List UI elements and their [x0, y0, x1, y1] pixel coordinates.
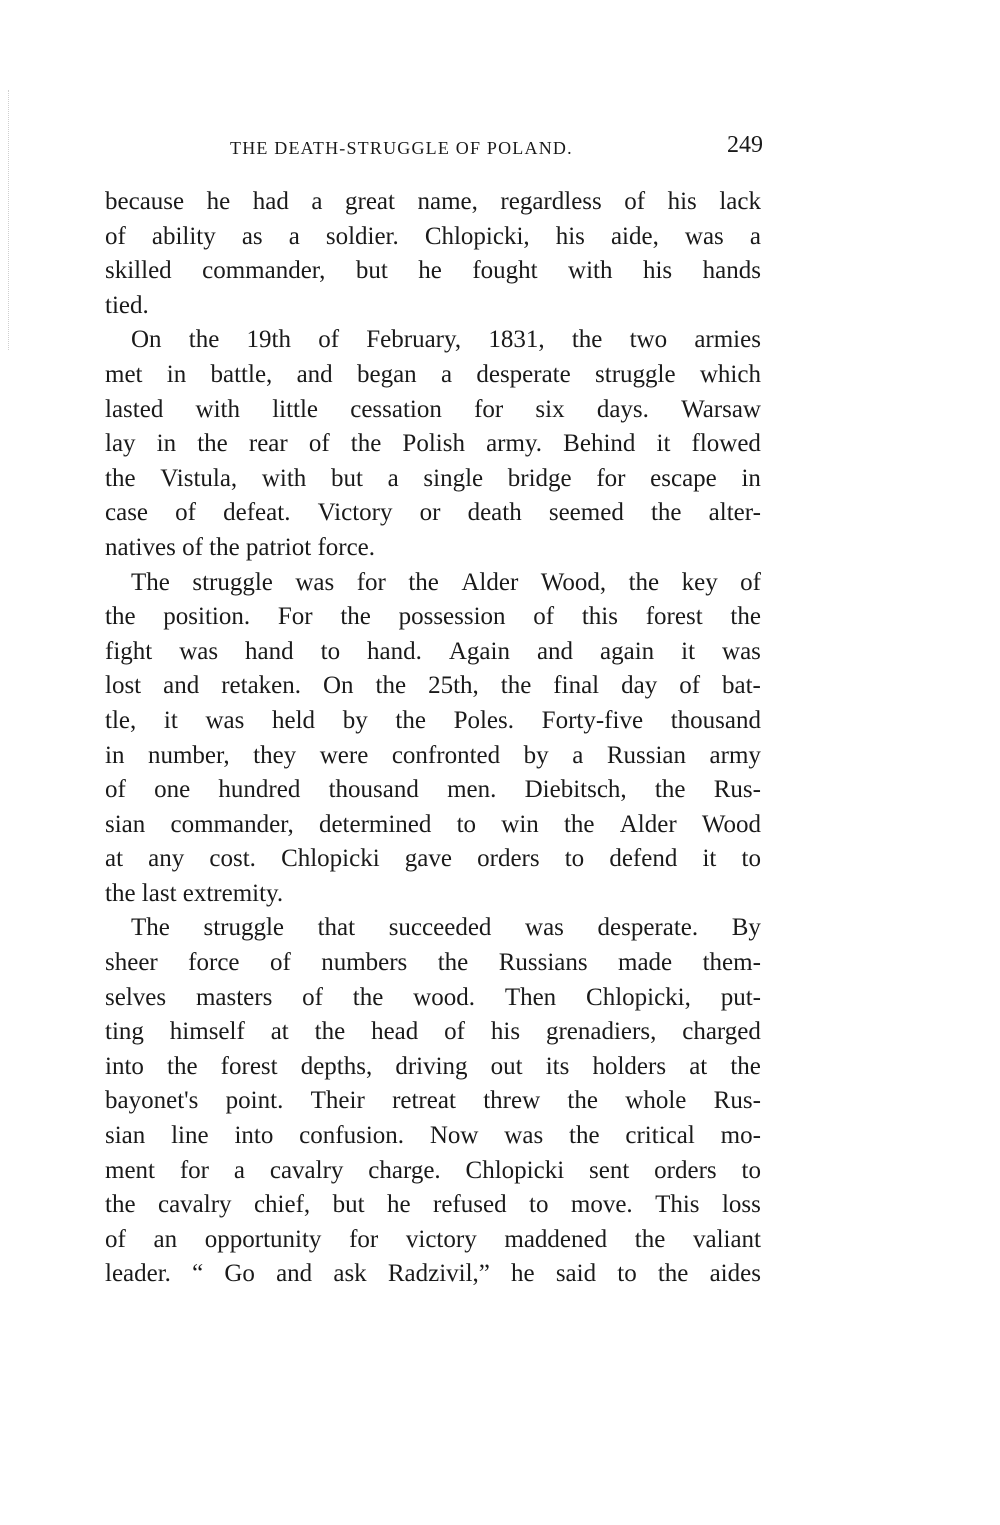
text-line: the position. For the possession of this forest the	[105, 603, 761, 631]
text-line: of ability as a soldier. Chlopicki, his aide, was a	[105, 222, 761, 250]
text-line: selves masters of the wood. Then Chlopicki, put-	[105, 983, 761, 1011]
text-line: leader. “ Go and ask Radzivil,” he said to the aides	[105, 1260, 761, 1288]
text-line: into the forest depths, driving out its holders at the	[105, 1052, 761, 1080]
text-line: ment for a cavalry charge. Chlopicki sent orders to	[105, 1156, 761, 1184]
text-line: the Vistula, with but a single bridge for escape in	[105, 464, 761, 492]
text-line: The struggle was for the Alder Wood, the key of	[131, 568, 761, 596]
running-title: THE DEATH-STRUGGLE OF POLAND.	[230, 138, 573, 158]
text-line: tied.	[105, 291, 149, 319]
text-line: of an opportunity for victory maddened the valiant	[105, 1225, 761, 1253]
page-number: 249	[727, 132, 763, 158]
text-line: The struggle that succeeded was desperate. By	[131, 914, 761, 942]
text-line: sheer force of numbers the Russians made them-	[105, 949, 761, 977]
text-line: sian commander, determined to win the Alder Wood	[105, 810, 761, 838]
text-line: in number, they were confronted by a Russian army	[105, 741, 761, 769]
text-line: at any cost. Chlopicki gave orders to defend it to	[105, 845, 761, 873]
text-line: lost and retaken. On the 25th, the final day of bat-	[105, 672, 761, 700]
text-line: lay in the rear of the Polish army. Behind it flowed	[105, 430, 761, 458]
text-line: tle, it was held by the Poles. Forty-five thousand	[105, 706, 761, 734]
text-line: bayonet's point. Their retreat threw the whole Rus-	[105, 1087, 761, 1115]
body-text	[105, 185, 761, 1292]
text-line: case of defeat. Victory or death seemed the alter-	[105, 499, 761, 527]
text-line: ting himself at the head of his grenadiers, charged	[105, 1018, 761, 1046]
text-line: the last extremity.	[105, 879, 284, 907]
text-line: skilled commander, but he fought with his hands	[105, 257, 761, 285]
text-line: met in battle, and began a desperate struggle which	[105, 360, 761, 388]
text-line: fight was hand to hand. Again and again it was	[105, 637, 761, 665]
scan-edge-marks	[8, 90, 13, 350]
text-line: sian line into confusion. Now was the critical mo-	[105, 1122, 761, 1150]
text-line: lasted with little cessation for six days. Warsaw	[105, 395, 761, 423]
text-line: On the 19th of February, 1831, the two armies	[131, 326, 761, 354]
text-line: the cavalry chief, but he refused to move. This loss	[105, 1191, 761, 1219]
text-line: natives of the patriot force.	[105, 533, 376, 561]
text-line: of one hundred thousand men. Diebitsch, the Rus-	[105, 776, 761, 804]
page-header	[105, 128, 765, 168]
text-line: because he had a great name, regardless of his lack	[105, 188, 761, 215]
